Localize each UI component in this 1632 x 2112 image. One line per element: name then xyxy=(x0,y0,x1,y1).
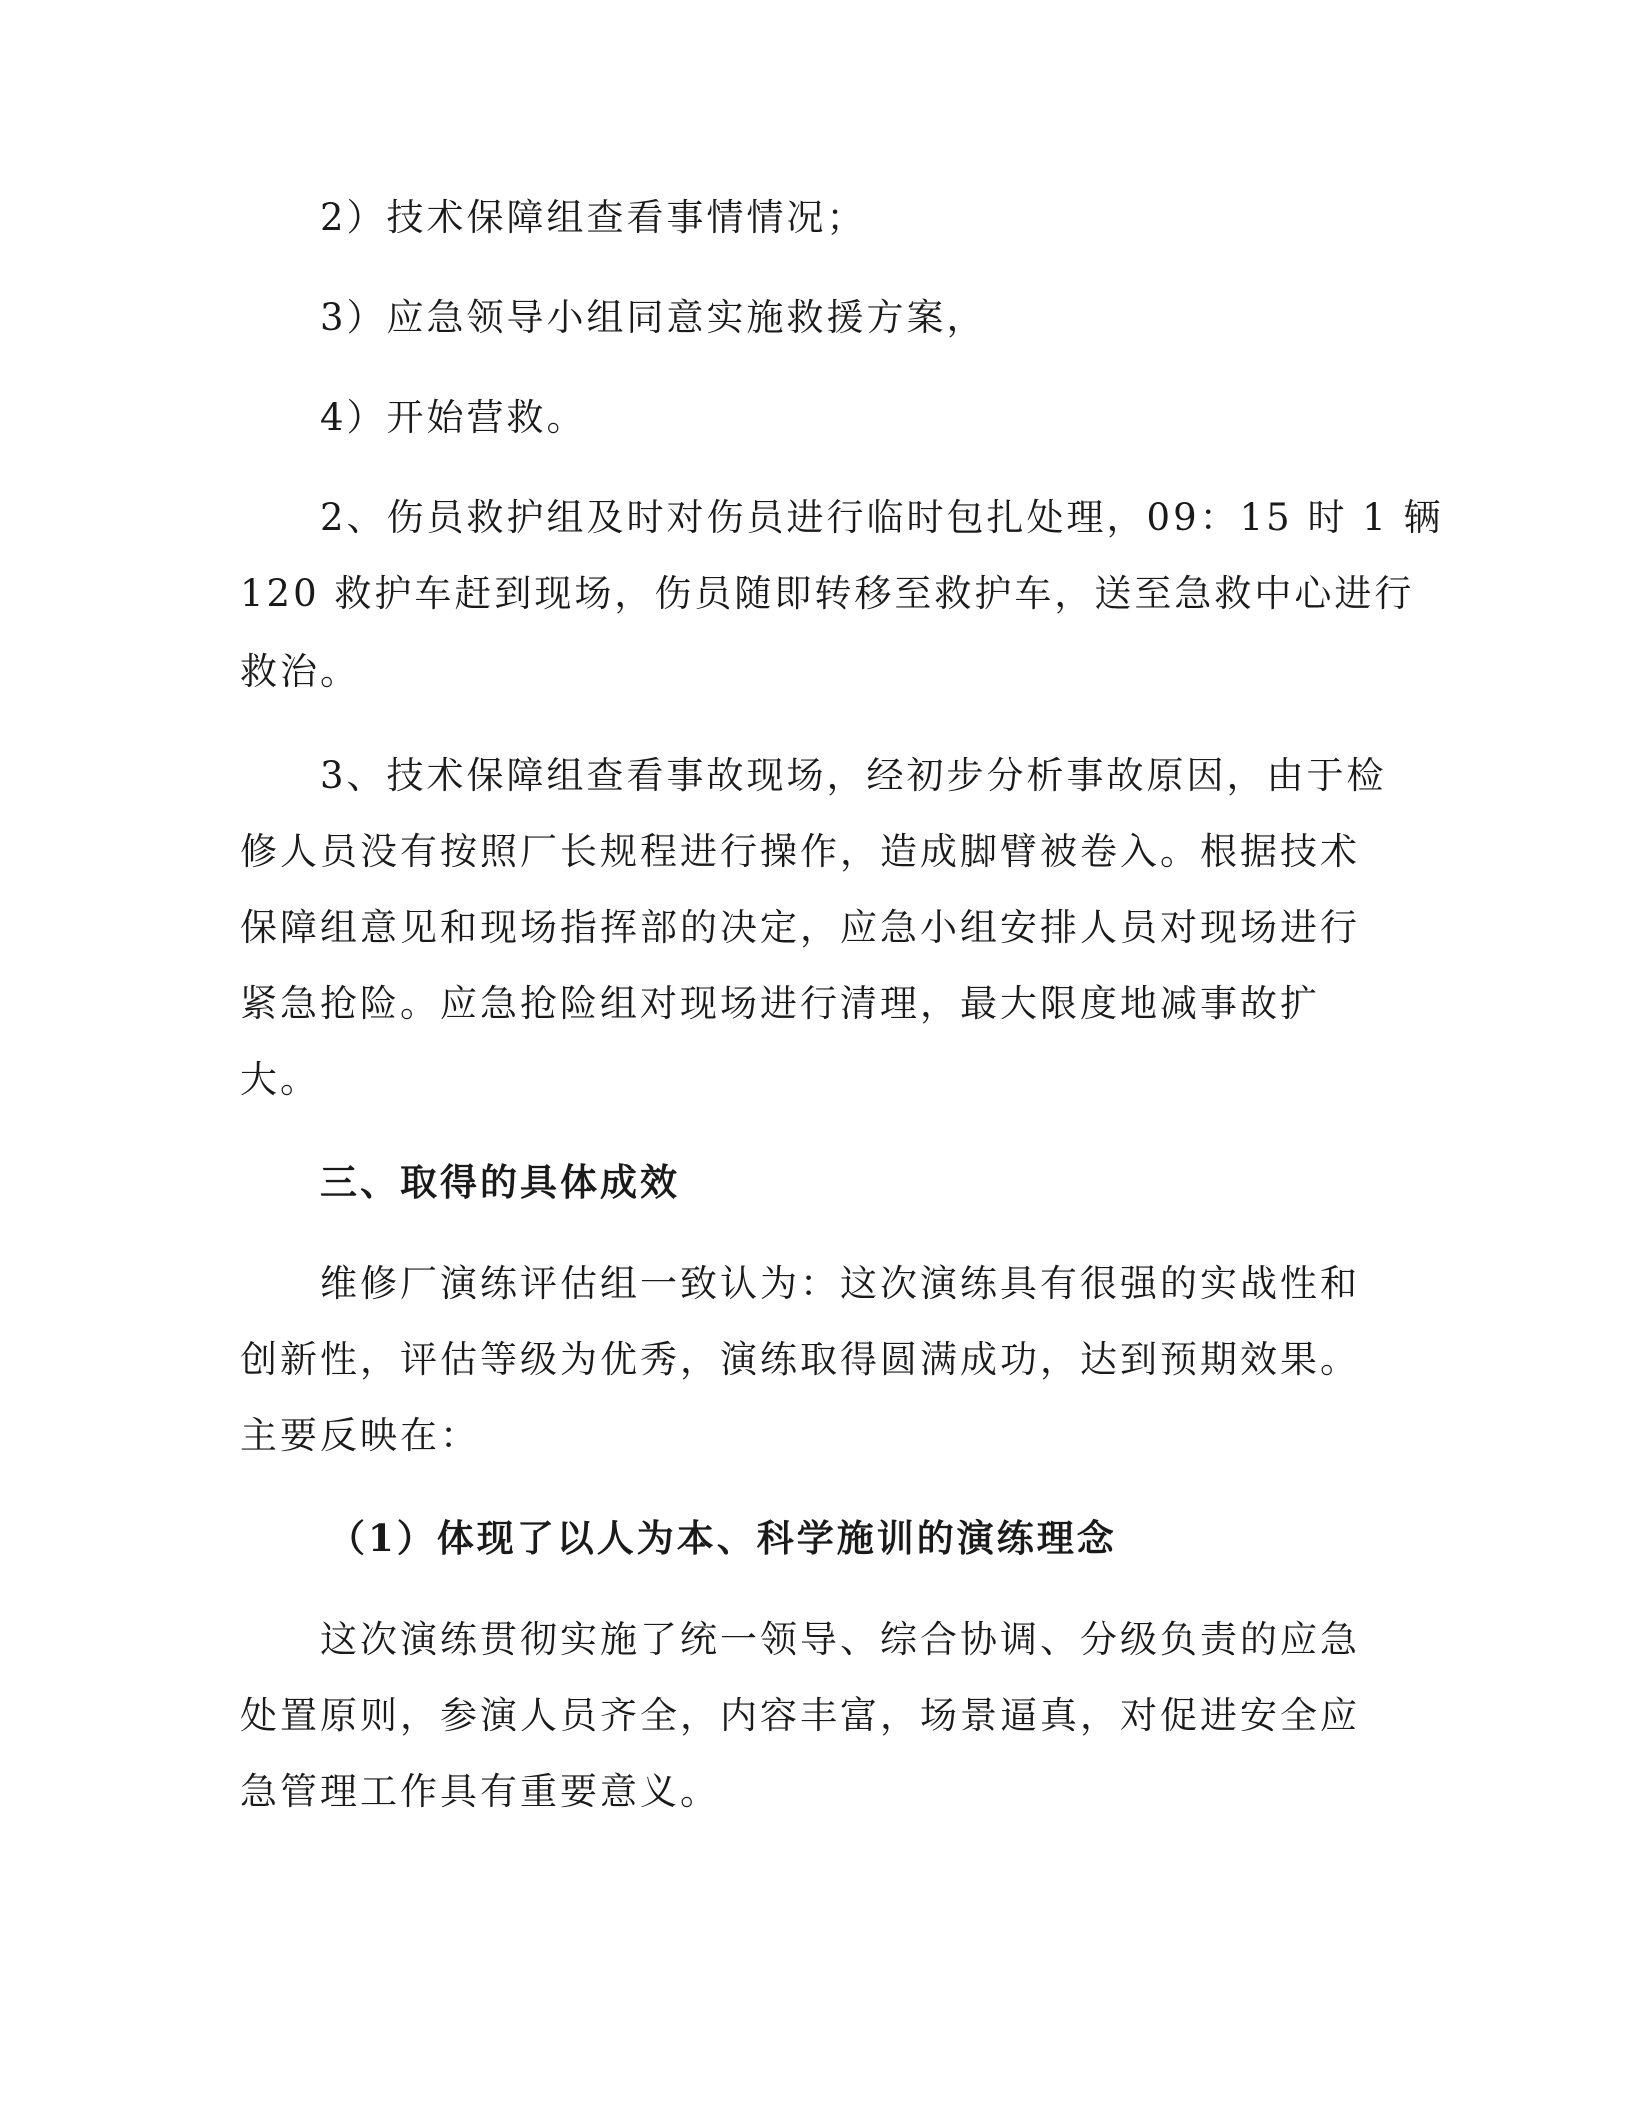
paragraph-3-line-2: 修人员没有按照厂长规程进行操作，造成脚臂被卷入。根据技术 xyxy=(240,830,1360,873)
section-heading: 三、取得的具体成效 xyxy=(320,1160,680,1204)
subheading-1: （1）体现了以人为本、科学施训的演练理念 xyxy=(328,1516,1117,1560)
subsection-line-1: 这次演练贯彻实施了统一领导、综合协调、分级负责的应急 xyxy=(320,1618,1360,1661)
step-3-line: 3）应急领导小组同意实施救援方案， xyxy=(320,296,987,339)
step-4-line: 4）开始营救。 xyxy=(320,396,587,439)
paragraph-2-line-1: 2、伤员救护组及时对伤员进行临时包扎处理，09：15 时 1 辆 xyxy=(320,496,1444,539)
summary-line-2: 创新性，评估等级为优秀，演练取得圆满成功，达到预期效果。 xyxy=(240,1338,1360,1381)
subsection-line-3: 急管理工作具有重要意义。 xyxy=(240,1770,720,1813)
subsection-line-2: 处置原则，参演人员齐全，内容丰富，场景逼真，对促进安全应 xyxy=(240,1694,1360,1737)
summary-line-3: 主要反映在： xyxy=(240,1414,480,1457)
paragraph-2-line-3: 救治。 xyxy=(240,650,360,693)
paragraph-3-line-3: 保障组意见和现场指挥部的决定，应急小组安排人员对现场进行 xyxy=(240,906,1360,949)
step-2-line: 2）技术保障组查看事情情况； xyxy=(320,196,867,239)
paragraph-3-line-4: 紧急抢险。应急抢险组对现场进行清理，最大限度地减事故扩 xyxy=(240,982,1320,1025)
paragraph-2-line-2: 120 救护车赶到现场，伤员随即转移至救护车，送至急救中心进行 xyxy=(240,572,1415,615)
summary-line-1: 维修厂演练评估组一致认为：这次演练具有很强的实战性和 xyxy=(320,1262,1360,1305)
paragraph-3-line-5: 大。 xyxy=(240,1058,320,1101)
paragraph-3-line-1: 3、技术保障组查看事故现场，经初步分析事故原因，由于检 xyxy=(320,754,1387,797)
